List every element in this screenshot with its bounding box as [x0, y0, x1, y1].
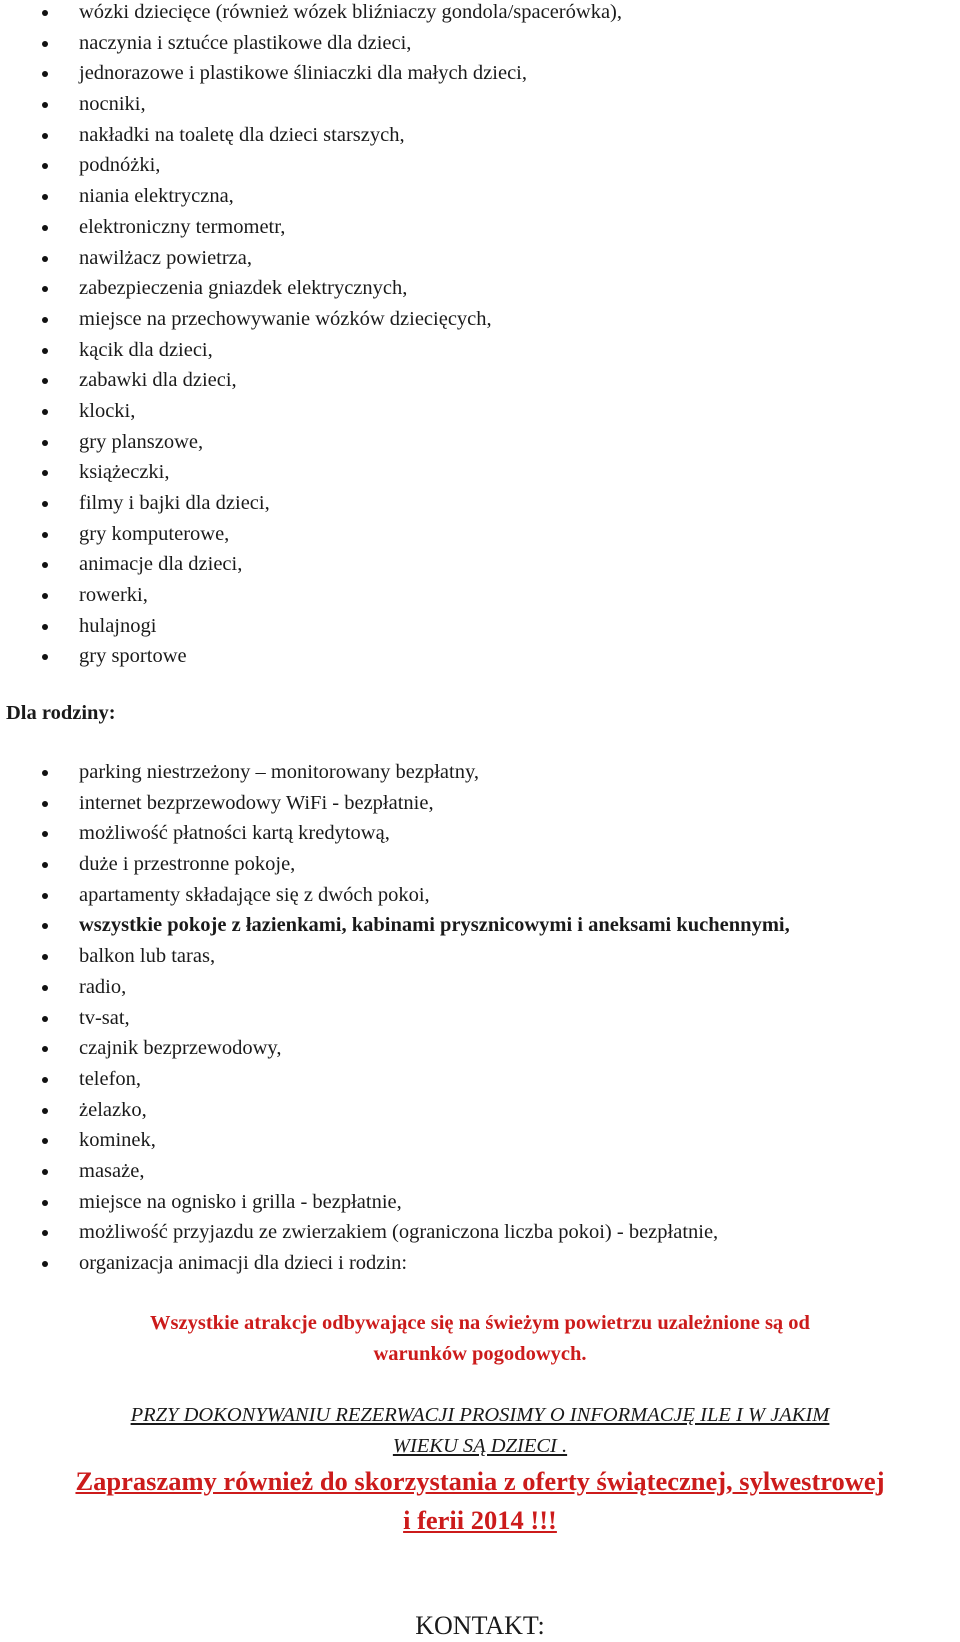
list-item-text: wózki dziecięce (również wózek bliźniaczy gondola/spacerówka), [79, 1, 622, 23]
bullet-icon [42, 10, 48, 16]
bullet-icon [42, 801, 48, 807]
list-item-text: podnóżki, [79, 154, 161, 177]
bullet-icon [42, 923, 48, 929]
holiday-offer-line-2: i ferii 2014 !!! [403, 1505, 557, 1535]
list-item-text: wszystkie pokoje z łazienkami, kabinami prysznicowymi i aneksami kuchennymi, [79, 914, 790, 937]
kids-amenities-list [0, 0, 960, 672]
bullet-icon [42, 831, 48, 837]
bullet-icon [42, 654, 48, 660]
bullet-icon [42, 378, 48, 384]
list-item-text: żelazko, [79, 1098, 147, 1121]
bullet-icon [42, 1108, 48, 1114]
list-item-text: miejsce na ognisko i grilla - bezpłatnie, [79, 1190, 402, 1213]
bullet-icon [42, 194, 48, 200]
list-item-text: kominek, [79, 1129, 156, 1152]
bullet-icon [42, 1016, 48, 1022]
reservation-notice [40, 1400, 920, 1462]
bullet-icon [42, 532, 48, 538]
list-item-text: możliwość przyjazdu ze zwierzakiem (ograniczona liczba pokoi) - bezpłatnie, [79, 1221, 719, 1244]
list-item [0, 1248, 960, 1279]
list-item [0, 910, 960, 941]
list-item-text: kącik dla dzieci, [79, 338, 213, 361]
bullet-icon [42, 225, 48, 231]
bullet-icon [42, 409, 48, 415]
list-item-text: hulajnogi [79, 614, 157, 637]
bullet-icon [42, 501, 48, 507]
list-item-text: masaże, [79, 1159, 145, 1182]
list-item [0, 880, 960, 911]
bullet-icon [42, 1138, 48, 1144]
list-item-text: animacje dla dzieci, [79, 553, 243, 576]
list-item-text: balkon lub taras, [79, 945, 216, 968]
bullet-icon [42, 256, 48, 262]
list-item [0, 941, 960, 972]
bullet-icon [42, 133, 48, 139]
bullet-icon [42, 985, 48, 991]
list-item-text: parking niestrzeżony – monitorowany bezpłatny, [79, 761, 480, 783]
list-item-text: możliwość płatności kartą kredytową, [79, 822, 390, 845]
bullet-icon [42, 1230, 48, 1236]
list-item-text: internet bezprzewodowy WiFi - bezpłatnie, [79, 791, 434, 814]
list-item [0, 1064, 960, 1095]
list-item [0, 28, 960, 59]
bullet-icon [42, 862, 48, 868]
list-item [0, 1156, 960, 1187]
bullet-icon [42, 1200, 48, 1206]
list-item-text: tv-sat, [79, 1006, 130, 1029]
list-item [0, 1003, 960, 1034]
list-item [0, 120, 960, 151]
bullet-icon [42, 102, 48, 108]
list-item [0, 89, 960, 120]
bullet-icon [42, 71, 48, 77]
list-item-text: czajnik bezprzewodowy, [79, 1037, 282, 1060]
list-item [0, 580, 960, 611]
list-item-text: książeczki, [79, 461, 170, 484]
list-item-text: naczynia i sztućce plastikowe dla dzieci, [79, 31, 412, 54]
bullet-icon [42, 1046, 48, 1052]
reservation-notice-line-2: WIEKU SĄ DZIECI . [392, 1435, 568, 1457]
family-section-heading: Dla rodziny: [6, 702, 116, 724]
list-item [0, 849, 960, 880]
list-item-text: gry komputerowe, [79, 522, 230, 545]
list-item-text: nawilżacz powietrza, [79, 246, 253, 269]
list-item-text: apartamenty składające się z dwóch pokoi, [79, 883, 430, 906]
list-item [0, 1217, 960, 1248]
list-item [0, 150, 960, 181]
list-item-text: duże i przestronne pokoje, [79, 853, 296, 876]
contact-heading: KONTAKT: [415, 1611, 545, 1640]
list-item [0, 641, 960, 672]
list-item [0, 212, 960, 243]
list-item [0, 243, 960, 274]
bullet-icon [42, 1077, 48, 1083]
holiday-offer-line-1: Zapraszamy również do skorzystania z oferty świątecznej, sylwestrowej [75, 1466, 885, 1496]
list-item-text: gry planszowe, [79, 430, 204, 453]
list-item [0, 427, 960, 458]
list-item-text: miejsce na przechowywanie wózków dziecięcych, [79, 307, 492, 330]
list-item [0, 273, 960, 304]
bullet-icon [42, 1261, 48, 1267]
bullet-icon [42, 317, 48, 323]
list-item [0, 488, 960, 519]
list-item [0, 1095, 960, 1126]
bullet-icon [42, 954, 48, 960]
bullet-icon [42, 893, 48, 899]
list-item [0, 972, 960, 1003]
list-item-text: filmy i bajki dla dzieci, [79, 492, 270, 514]
list-item [0, 396, 960, 427]
list-item [0, 818, 960, 849]
list-item-text: gry sportowe [79, 645, 187, 668]
list-item [0, 1125, 960, 1156]
list-item-text: zabezpieczenia gniazdek elektrycznych, [79, 277, 408, 300]
list-item [0, 519, 960, 550]
bullet-icon [42, 348, 48, 354]
list-item [0, 181, 960, 212]
bullet-icon [42, 286, 48, 292]
list-item-text: nakładki na toaletę dla dzieci starszych, [79, 123, 405, 146]
bullet-icon [42, 41, 48, 47]
bullet-icon [42, 770, 48, 776]
bullet-icon [42, 440, 48, 446]
weather-disclaimer-line-2: warunków pogodowych. [373, 1343, 587, 1365]
list-item [0, 788, 960, 819]
list-item [0, 365, 960, 396]
list-item [0, 1187, 960, 1218]
weather-disclaimer [80, 1308, 880, 1370]
list-item [0, 549, 960, 580]
bullet-icon [42, 470, 48, 476]
bullet-icon [42, 163, 48, 169]
bullet-icon [42, 562, 48, 568]
list-item [0, 0, 960, 28]
list-item-text: nocniki, [79, 93, 146, 116]
list-item [0, 335, 960, 366]
list-item [0, 457, 960, 488]
holiday-offer-invitation [0, 1462, 960, 1540]
reservation-notice-line-1: PRZY DOKONYWANIU REZERWACJI PROSIMY O INFORMACJĘ ILE I W JAKIM [130, 1404, 830, 1426]
list-item-text: jednorazowe i plastikowe śliniaczki dla małych dzieci, [79, 62, 527, 85]
list-item [0, 304, 960, 335]
list-item [0, 58, 960, 89]
bullet-icon [42, 1169, 48, 1175]
list-item [0, 611, 960, 642]
list-item-text: telefon, [79, 1067, 142, 1090]
list-item-text: niania elektryczna, [79, 185, 234, 208]
list-item-text: organizacja animacji dla dzieci i rodzin: [79, 1252, 408, 1274]
list-item-text: zabawki dla dzieci, [79, 369, 237, 392]
bullet-icon [42, 593, 48, 599]
list-item [0, 1033, 960, 1064]
list-item [0, 757, 960, 788]
list-item-text: elektroniczny termometr, [79, 215, 286, 238]
bullet-icon [42, 624, 48, 630]
family-amenities-list [0, 757, 960, 1279]
list-item-text: rowerki, [79, 584, 148, 607]
weather-disclaimer-line-1: Wszystkie atrakcje odbywające się na świeżym powietrzu uzależnione są od [150, 1312, 810, 1334]
list-item-text: radio, [79, 975, 127, 998]
list-item-text: klocki, [79, 399, 136, 422]
